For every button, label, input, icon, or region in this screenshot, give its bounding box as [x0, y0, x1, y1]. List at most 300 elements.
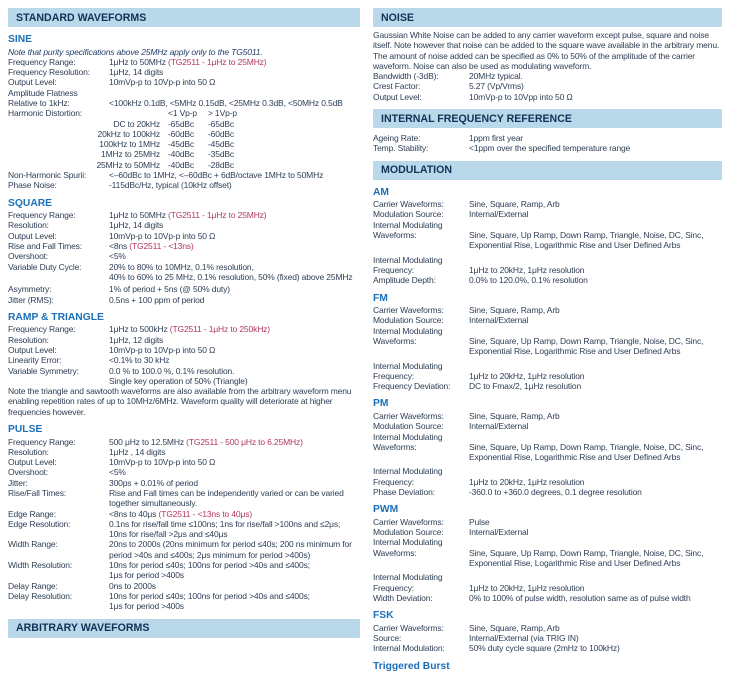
distortion-value: -40dBc [168, 149, 195, 160]
spec-value-line [109, 581, 360, 591]
spec-value [469, 305, 722, 315]
spec-value-line [469, 421, 722, 431]
spec-value [469, 275, 722, 285]
spec-value-line [109, 262, 360, 272]
spec-label: Internal Modulating [373, 360, 443, 371]
spec-value-line [109, 180, 360, 190]
spec-text: 1μs for period >400s [109, 570, 184, 581]
frequency-band: 25MHz to 50MHz [96, 159, 160, 170]
spec-text: Internal/External (via TRIG IN) [469, 632, 579, 643]
spec-row [373, 265, 722, 275]
spec-row [8, 241, 360, 251]
spec-value [469, 623, 722, 633]
spec-value [109, 324, 360, 334]
spec-value-line [109, 57, 360, 67]
variant-model-spec: (TG2511 - 500 μHz to 6.25MHz) [186, 436, 303, 447]
spec-value [469, 527, 722, 537]
spec-row [8, 467, 360, 477]
spec-value [109, 251, 360, 261]
spec-label: Modulation Source: [373, 315, 444, 326]
spec-text: -115dBc/Hz, typical (10kHz offset) [109, 180, 232, 191]
spec-label: Frequency Range: [8, 436, 76, 447]
spec-value-line [469, 346, 722, 356]
spec-value [109, 437, 360, 447]
spec-value-line [469, 548, 722, 558]
spec-text: <8ns to 40μs [109, 508, 159, 519]
spec-label: Modulation Source: [373, 527, 444, 538]
spec-value-line [109, 67, 360, 77]
subsection-title-fm: FM [373, 292, 388, 304]
variant-model-spec: (TG2511 - 1μHz to 25MHz) [168, 56, 267, 67]
spec-label: Variable Duty Cycle: [8, 261, 82, 272]
distortion-value: -28dBc [208, 159, 235, 170]
spec-value-line [469, 411, 722, 421]
spec-value-line [109, 488, 360, 498]
spec-text: 0.5ns + 100 ppm of period [109, 294, 205, 305]
spec-row [373, 326, 722, 336]
spec-value [469, 315, 722, 325]
spec-value-line [469, 199, 722, 209]
spec-label: Delay Resolution: [8, 590, 73, 601]
spec-row [373, 466, 722, 476]
spec-label: Linearity Error: [8, 355, 62, 366]
spec-row [8, 437, 360, 447]
spec-row [373, 421, 722, 431]
spec-text: 1μs for period >400s [109, 601, 184, 612]
spec-value [469, 466, 722, 476]
spec-label: Frequency: [373, 264, 415, 275]
spec-value [469, 371, 722, 381]
spec-value [469, 487, 722, 497]
spec-row [373, 230, 722, 251]
spec-label: Internal Modulating [373, 325, 443, 336]
table-row [8, 149, 360, 159]
spec-label: Frequency: [373, 476, 415, 487]
section-header-standard-waveforms: STANDARD WAVEFORMS [8, 8, 360, 27]
spec-row [8, 509, 360, 519]
spec-label: Temp. Stability: [373, 143, 429, 154]
spec-text: 20ns to 2000s (20ns minimum for period ≤40s; 200 ns minimum for [109, 539, 352, 550]
spec-label: Internal Modulating [373, 572, 443, 583]
spec-label: Frequency Deviation: [373, 381, 451, 392]
variant-model-spec: (TG2511 - 1μHz to 250kHz) [169, 324, 270, 335]
spec-text: 10mVp-p to 10Vp-p into 50 Ω [109, 77, 216, 88]
spec-label: Carrier Waveforms: [373, 199, 444, 210]
spec-value [469, 421, 722, 431]
spec-text: <8ns [109, 241, 130, 252]
spec-label: Edge Range: [8, 508, 56, 519]
spec-row [373, 133, 722, 143]
spec-value-line [469, 633, 722, 643]
spec-value-line [109, 591, 360, 601]
spec-text: 1μHz , 14 digits [109, 446, 166, 457]
spec-text: 10mVp-p to 10Vp-p into 50 Ω [109, 230, 216, 241]
spec-row [373, 209, 722, 219]
spec-label: Carrier Waveforms: [373, 305, 444, 316]
spec-row [373, 143, 722, 153]
spec-label: Output Level: [8, 230, 57, 241]
spec-value [109, 560, 360, 581]
spec-label: Overshoot: [8, 467, 49, 478]
spec-value-line [469, 381, 722, 391]
spec-row [8, 366, 360, 387]
spec-text: 1μHz, 14 digits [109, 67, 164, 78]
spec-row [373, 548, 722, 569]
subsection-title-square: SQUARE [8, 197, 53, 209]
spec-label: Rise/Fall Times: [8, 487, 67, 498]
spec-row [373, 477, 722, 487]
spec-value [109, 366, 360, 387]
spec-value [469, 361, 722, 371]
spec-text: <0.1% to 30 kHz [109, 355, 170, 366]
table-row [8, 119, 360, 129]
spec-label: Crest Factor: [373, 81, 421, 92]
spec-row [373, 442, 722, 463]
spec-value-line [469, 643, 722, 653]
spec-value-line [469, 71, 722, 81]
spec-label: Phase Noise: [8, 180, 57, 191]
table-col-header: > 1Vp-p [208, 108, 237, 119]
spec-text: 1μHz to 20kHz, 1μHz resolution [469, 476, 585, 487]
spec-row [8, 251, 360, 261]
spec-text: Sine, Square, Ramp, Arb [469, 199, 560, 210]
spec-value [109, 284, 360, 294]
spec-label: Amplitude Flatness [8, 87, 78, 98]
distortion-value: -35dBc [208, 149, 235, 160]
spec-text: 20% to 80% to 10MHz, 0.1% resolution, [109, 261, 254, 272]
spec-value-line [109, 529, 360, 539]
subsection-title-triggered-burst: Triggered Burst [373, 660, 450, 672]
spec-row [373, 81, 722, 91]
spec-label: Waveforms: [373, 230, 417, 241]
spec-value [109, 539, 360, 560]
spec-label: Ageing Rate: [373, 133, 421, 144]
right-column [373, 8, 722, 673]
harmonic-distortion-table [8, 108, 360, 170]
section-header-modulation: MODULATION [373, 161, 722, 180]
subsection-title-ramp-triangle: RAMP & TRIANGLE [8, 311, 104, 323]
spec-row [8, 67, 360, 77]
spec-value [469, 220, 722, 230]
spec-text: 1ppm first year [469, 133, 523, 144]
spec-row [8, 88, 360, 98]
spec-value-line [469, 477, 722, 487]
subsection-title-pm: PM [373, 398, 389, 410]
spec-value [109, 67, 360, 77]
spec-label: Edge Resolution: [8, 518, 71, 529]
spec-value-line [469, 442, 722, 452]
spec-value [469, 442, 722, 463]
distortion-value: -65dBc [168, 118, 195, 129]
spec-value-line [109, 284, 360, 294]
spec-text: 1μHz, 12 digits [109, 334, 164, 345]
spec-value-line [469, 315, 722, 325]
spec-row [8, 335, 360, 345]
spec-text: 1μHz, 14 digits [109, 220, 164, 231]
subsection-title-am: AM [373, 186, 390, 198]
spec-row [8, 324, 360, 334]
spec-row [8, 220, 360, 230]
spec-value-line [109, 295, 360, 305]
spec-row [373, 572, 722, 582]
spec-label: Resolution: [8, 334, 49, 345]
spec-value [109, 467, 360, 477]
note-text: Note that purity specifications above 25MHz apply only to the TG5011. [8, 46, 263, 57]
spec-label: Internal Modulating [373, 431, 443, 442]
spec-text: 1μHz to 500kHz [109, 324, 170, 335]
spec-text: <100kHz 0.1dB, <5MHz 0.15dB, <25MHz 0.3dB, <50MHz 0.5dB [109, 97, 343, 108]
spec-row [8, 284, 360, 294]
spec-row [8, 355, 360, 365]
paragraph-text: Note the triangle and sawtooth waveforms are also available from the arbitrary waveform menu enabling repetition rates of up to 10MHz/6MHz. Waveform quality will deteriorate at higher frequencies however. [8, 386, 352, 417]
spec-text: Pulse [469, 516, 490, 527]
table-row [8, 139, 360, 149]
spec-text: 0.0% to 120.0%, 0.1% resolution [469, 275, 588, 286]
spec-text: <1ppm over the specified temperature range [469, 143, 631, 154]
spec-value [109, 220, 360, 230]
section-header-arbitrary-waveforms: ARBITRARY WAVEFORMS [8, 619, 360, 638]
spec-text: Internal/External [469, 315, 529, 326]
spec-label: Modulation Source: [373, 421, 444, 432]
spec-value [469, 643, 722, 653]
spec-text: 1μHz to 20kHz, 1μHz resolution [469, 582, 585, 593]
spec-value-line [469, 487, 722, 497]
spec-value [469, 548, 722, 569]
subsection-title-pulse: PULSE [8, 424, 43, 435]
section-header-noise: NOISE [373, 8, 722, 27]
spec-value-line [109, 335, 360, 345]
spec-row [8, 170, 360, 180]
spec-row [8, 457, 360, 467]
spec-text: 10ns for period ≤40s; 100ns for period >40s and ≤400s; [109, 590, 310, 601]
spec-label: Output Level: [8, 77, 57, 88]
spec-text: Exponential Rise, Logarithmic Rise and User Defined Arbs [469, 346, 681, 357]
spec-value [469, 517, 722, 527]
spec-row [8, 560, 360, 581]
table-header-row [8, 108, 360, 118]
spec-text: period >40s and ≤400s; 2μs minimum for period >400s) [109, 549, 311, 560]
spec-text: 40% to 60% to 25 MHz, 0.1% resolution, 50% (fixed) above 25MHz [109, 271, 353, 282]
spec-label: Rise and Fall Times: [8, 241, 82, 252]
spec-value-line [109, 345, 360, 355]
spec-value-line [469, 143, 722, 153]
spec-row [373, 381, 722, 391]
spec-row [8, 231, 360, 241]
spec-value [469, 143, 722, 153]
spec-label: Jitter (RMS): [8, 294, 54, 305]
spec-label: Internal Modulating [373, 537, 443, 548]
spec-text: Internal/External [469, 209, 529, 220]
subsection-title-sine: SINE [8, 34, 33, 45]
spec-value-line [469, 209, 722, 219]
subsection-title-pwm: PWM [373, 504, 399, 516]
spec-row [373, 537, 722, 547]
spec-label: Resolution: [8, 220, 49, 231]
spec-value-line [109, 447, 360, 457]
spec-label: Frequency: [373, 370, 415, 381]
spec-label: Amplitude Depth: [373, 275, 436, 286]
spec-row [373, 275, 722, 285]
spec-value [109, 77, 360, 87]
spec-value-line [109, 324, 360, 334]
distortion-value: -60dBc [168, 128, 195, 139]
spec-label: Modulation Source: [373, 209, 444, 220]
spec-row [373, 371, 722, 381]
spec-value-line [469, 305, 722, 315]
section-header-internal-frequency-reference: INTERNAL FREQUENCY REFERENCE [373, 109, 722, 128]
frequency-band: DC to 20kHz [113, 118, 160, 129]
spec-value-line [109, 77, 360, 87]
spec-label: Internal Modulating [373, 254, 443, 265]
spec-value-line [109, 437, 360, 447]
spec-value [109, 180, 360, 190]
spec-value [469, 230, 722, 251]
spec-label: Internal Modulating [373, 219, 443, 230]
spec-label: Width Range: [8, 539, 58, 550]
spec-value [109, 345, 360, 355]
spec-row [373, 623, 722, 633]
spec-label: Carrier Waveforms: [373, 410, 444, 421]
spec-label: Source: [373, 632, 402, 643]
spec-value-line [109, 467, 360, 477]
spec-value [469, 593, 722, 603]
spec-text: <5% [109, 467, 126, 478]
spec-value-line [109, 366, 360, 376]
spec-value-line [469, 336, 722, 346]
spec-row [8, 591, 360, 612]
spec-text: Rise and Fall times can be independently varied or can be varied [109, 487, 344, 498]
spec-value-line [469, 558, 722, 568]
spec-text: 1μHz to 20kHz, 1μHz resolution [469, 370, 585, 381]
spec-value-line [469, 452, 722, 462]
spec-value [109, 262, 360, 283]
spec-value-line [109, 355, 360, 365]
spec-label: Internal Modulation: [373, 643, 445, 654]
spec-label: Output Level: [8, 457, 57, 468]
spec-label: Waveforms: [373, 441, 417, 452]
spec-value [109, 88, 360, 98]
spec-text: 10ns for rise/fall >2μs and ≤40μs [109, 529, 228, 540]
spec-value-line [109, 560, 360, 570]
spec-row [373, 315, 722, 325]
spec-text: Single key operation of 50% (Triangle) [109, 375, 248, 386]
spec-row [373, 336, 722, 357]
spec-text: Sine, Square, Up Ramp, Down Ramp, Triangle, Noise, DC, Sinc, [469, 335, 704, 346]
spec-value [109, 231, 360, 241]
spec-value [109, 509, 360, 519]
spec-value [469, 477, 722, 487]
spec-text: 50% duty cycle square (2mHz to 100kHz) [469, 643, 620, 654]
spec-value [469, 537, 722, 547]
spec-text: -360.0 to +360.0 degrees, 0.1 degree resolution [469, 487, 642, 497]
spec-label: Variable Symmetry: [8, 365, 79, 376]
spec-value-line [109, 601, 360, 611]
spec-row [8, 210, 360, 220]
spec-value-line [109, 231, 360, 241]
spec-text: Sine, Square, Ramp, Arb [469, 305, 560, 316]
spec-label: Frequency Range: [8, 56, 76, 67]
spec-row [8, 180, 360, 190]
spec-row [373, 220, 722, 230]
spec-label: Waveforms: [373, 547, 417, 558]
table-row [8, 129, 360, 139]
spec-value-line [469, 265, 722, 275]
frequency-band: 100kHz to 1MHz [99, 139, 160, 150]
spec-value-line [469, 623, 722, 633]
spec-value-line [469, 275, 722, 285]
spec-label: Internal Modulating [373, 466, 443, 477]
frequency-band: 1MHz to 25MHz [101, 149, 160, 160]
spec-text: 0% to 100% of pulse width, resolution same as of pulse width [469, 592, 691, 603]
spec-row [8, 345, 360, 355]
spec-value [109, 295, 360, 305]
distortion-value: -45dBc [168, 139, 195, 150]
spec-value-line [109, 251, 360, 261]
spec-value-line [109, 478, 360, 488]
distortion-value: -45dBc [208, 139, 235, 150]
spec-text: 10mVp-p to 10Vp-p into 50 Ω [109, 344, 216, 355]
spec-value-line [109, 498, 360, 508]
distortion-value: -65dBc [208, 118, 235, 129]
spec-value-line [109, 210, 360, 220]
spec-label: Phase Deviation: [373, 487, 435, 497]
spec-label: Frequency Resolution: [8, 67, 90, 78]
spec-text: Internal/External [469, 527, 529, 538]
spec-row [8, 539, 360, 560]
spec-row [373, 411, 722, 421]
spec-value [109, 591, 360, 612]
spec-text: Exponential Rise, Logarithmic Rise and User Defined Arbs [469, 452, 681, 463]
frequency-band: 20kHz to 100kHz [97, 128, 160, 139]
spec-value [109, 519, 360, 540]
spec-label: Frequency Range: [8, 210, 76, 221]
spec-row [373, 583, 722, 593]
spec-text: 1μHz to 50MHz [109, 210, 169, 221]
spec-value [109, 98, 360, 108]
spec-value-line [109, 241, 360, 251]
spec-text: DC to Fmax/2, 1μHz resolution [469, 381, 582, 392]
spec-text: Sine, Square, Up Ramp, Down Ramp, Triangle, Noise, DC, Sinc, [469, 441, 704, 452]
paragraph-text: Gaussian White Noise can be added to any carrier waveform except pulse, square and noise itself. Note however that noise can be added to the square wave available in the arbitrary menu. The amount of noise added can be specified as 0% to 50% of the amplitude of the carrier waveform. Noise can also be used as modulating waveform. [373, 30, 720, 71]
spec-label: Overshoot: [8, 251, 49, 262]
spec-value [469, 633, 722, 643]
spec-row [8, 98, 360, 108]
spec-value [469, 71, 722, 81]
spec-text: 500 μHz to 12.5MHz [109, 436, 187, 447]
spec-label: Carrier Waveforms: [373, 622, 444, 633]
spec-value-line [469, 240, 722, 250]
spec-text: Exponential Rise, Logarithmic Rise and User Defined Arbs [469, 240, 681, 251]
spec-label: Carrier Waveforms: [373, 516, 444, 527]
spec-label: Output Level: [373, 91, 422, 102]
spec-text: 1μHz to 50MHz [109, 56, 169, 67]
spec-label: Jitter: [8, 477, 28, 488]
spec-value [109, 457, 360, 467]
spec-value [469, 133, 722, 143]
spec-text: 300ps + 0.01% of period [109, 477, 198, 488]
spec-value [469, 411, 722, 421]
spec-row [8, 57, 360, 67]
spec-value-line [109, 170, 360, 180]
spec-row [373, 92, 722, 102]
spec-value [109, 478, 360, 488]
spec-label: Asymmetry: [8, 284, 52, 295]
spec-row [373, 71, 722, 81]
spec-label: Frequency: [373, 582, 415, 593]
spec-value [469, 432, 722, 442]
spec-row [8, 519, 360, 540]
variant-model-spec: (TG2511 - <13ns) [129, 241, 194, 252]
